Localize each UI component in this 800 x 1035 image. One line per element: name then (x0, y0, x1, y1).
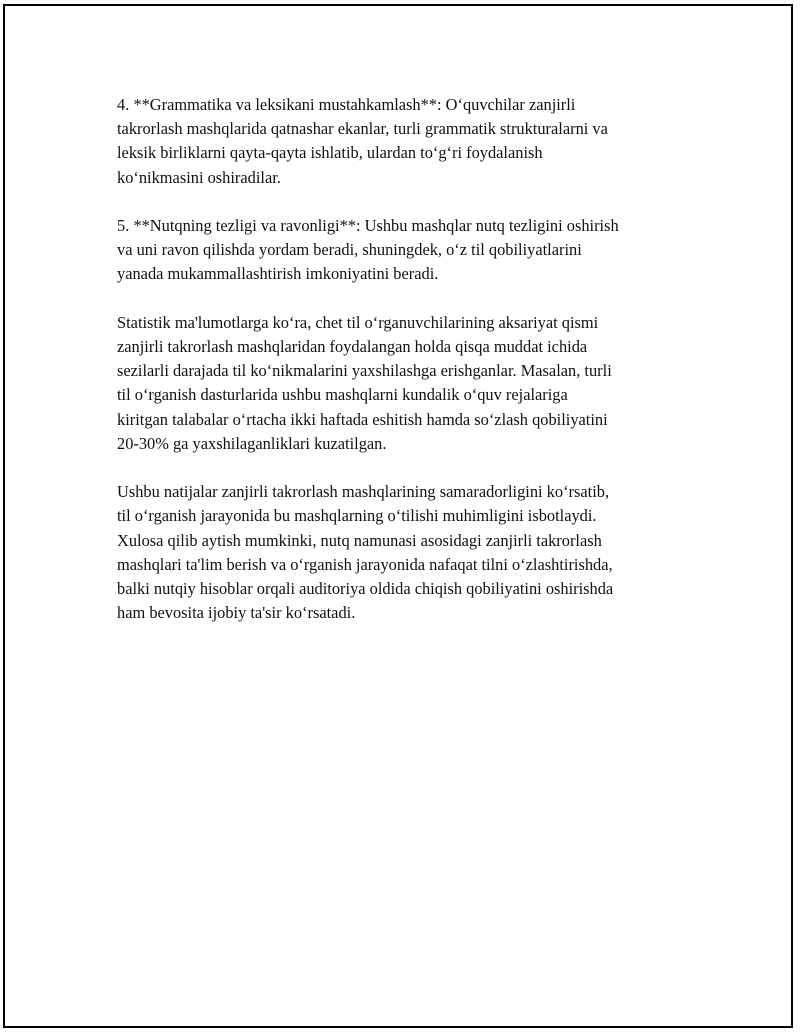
text-line: sezilarli darajada til ko‘nikmalarini yaxshilashga erishganlar. Masalan, turli (117, 361, 612, 381)
text-line: til o‘rganish dasturlarida ushbu mashqlarni kundalik o‘quv rejalariga (117, 385, 568, 405)
text-line: mashqlari ta'lim berish va o‘rganish jarayonida nafaqat tilni o‘zlashtirishda, (117, 554, 613, 574)
text-line: va uni ravon qilishda yordam beradi, shuningdek, o‘z til qobiliyatlarini (117, 240, 582, 260)
text-line: balki nutqiy hisoblar orqali auditoriya oldida chiqish qobiliyatini oshirishda (117, 579, 614, 599)
text-line: 4. **Grammatika va leksikani mustahkamlash**: O‘quvchilar zanjirli (117, 95, 576, 114)
text-line: Xulosa qilib aytish mumkinki, nutq namunasi asosidagi zanjirli takrorlash (117, 530, 602, 550)
paragraph-grammar (117, 93, 697, 190)
text-line: 5. **Nutqning tezligi va ravonligi**: Ushbu mashqlar nutq tezligini oshirish (117, 216, 619, 235)
text-line: kiritgan talabalar o‘rtacha ikki haftada eshitish hamda so‘zlash qobiliyatini (117, 409, 608, 429)
text-line: ham bevosita ijobiy ta'sir ko‘rsatadi. (117, 603, 356, 623)
text-line: Statistik ma'lumotlarga ko‘ra, chet til o‘rganuvchilarining aksariyat qismi (117, 312, 599, 332)
document-body (117, 93, 697, 650)
text-line: zanjirli takrorlash mashqlaridan foydalangan holda qisqa muddat ichida (117, 337, 588, 356)
paragraph-conclusion (117, 480, 697, 625)
paragraph-statistics (117, 311, 697, 456)
text-line: ko‘nikmasini oshiradilar. (117, 167, 281, 187)
text-line: takrorlash mashqlarida qatnashar ekanlar, turli grammatik strukturalarni va (117, 119, 608, 139)
text-line: 20-30% ga yaxshilaganliklari kuzatilgan. (117, 433, 387, 453)
text-line: Ushbu natijalar zanjirli takrorlash mashqlarining samaradorligini ko‘rsatib, (117, 482, 610, 502)
text-line: yanada mukammallashtirish imkoniyatini beradi. (117, 264, 439, 284)
text-line: til o‘rganish jarayonida bu mashqlarning o‘tilishi muhimligini isbotlaydi. (117, 506, 597, 526)
paragraph-fluency (117, 214, 697, 287)
text-line: leksik birliklarni qayta-qayta ishlatib, ulardan to‘g‘ri foydalanish (117, 143, 543, 163)
